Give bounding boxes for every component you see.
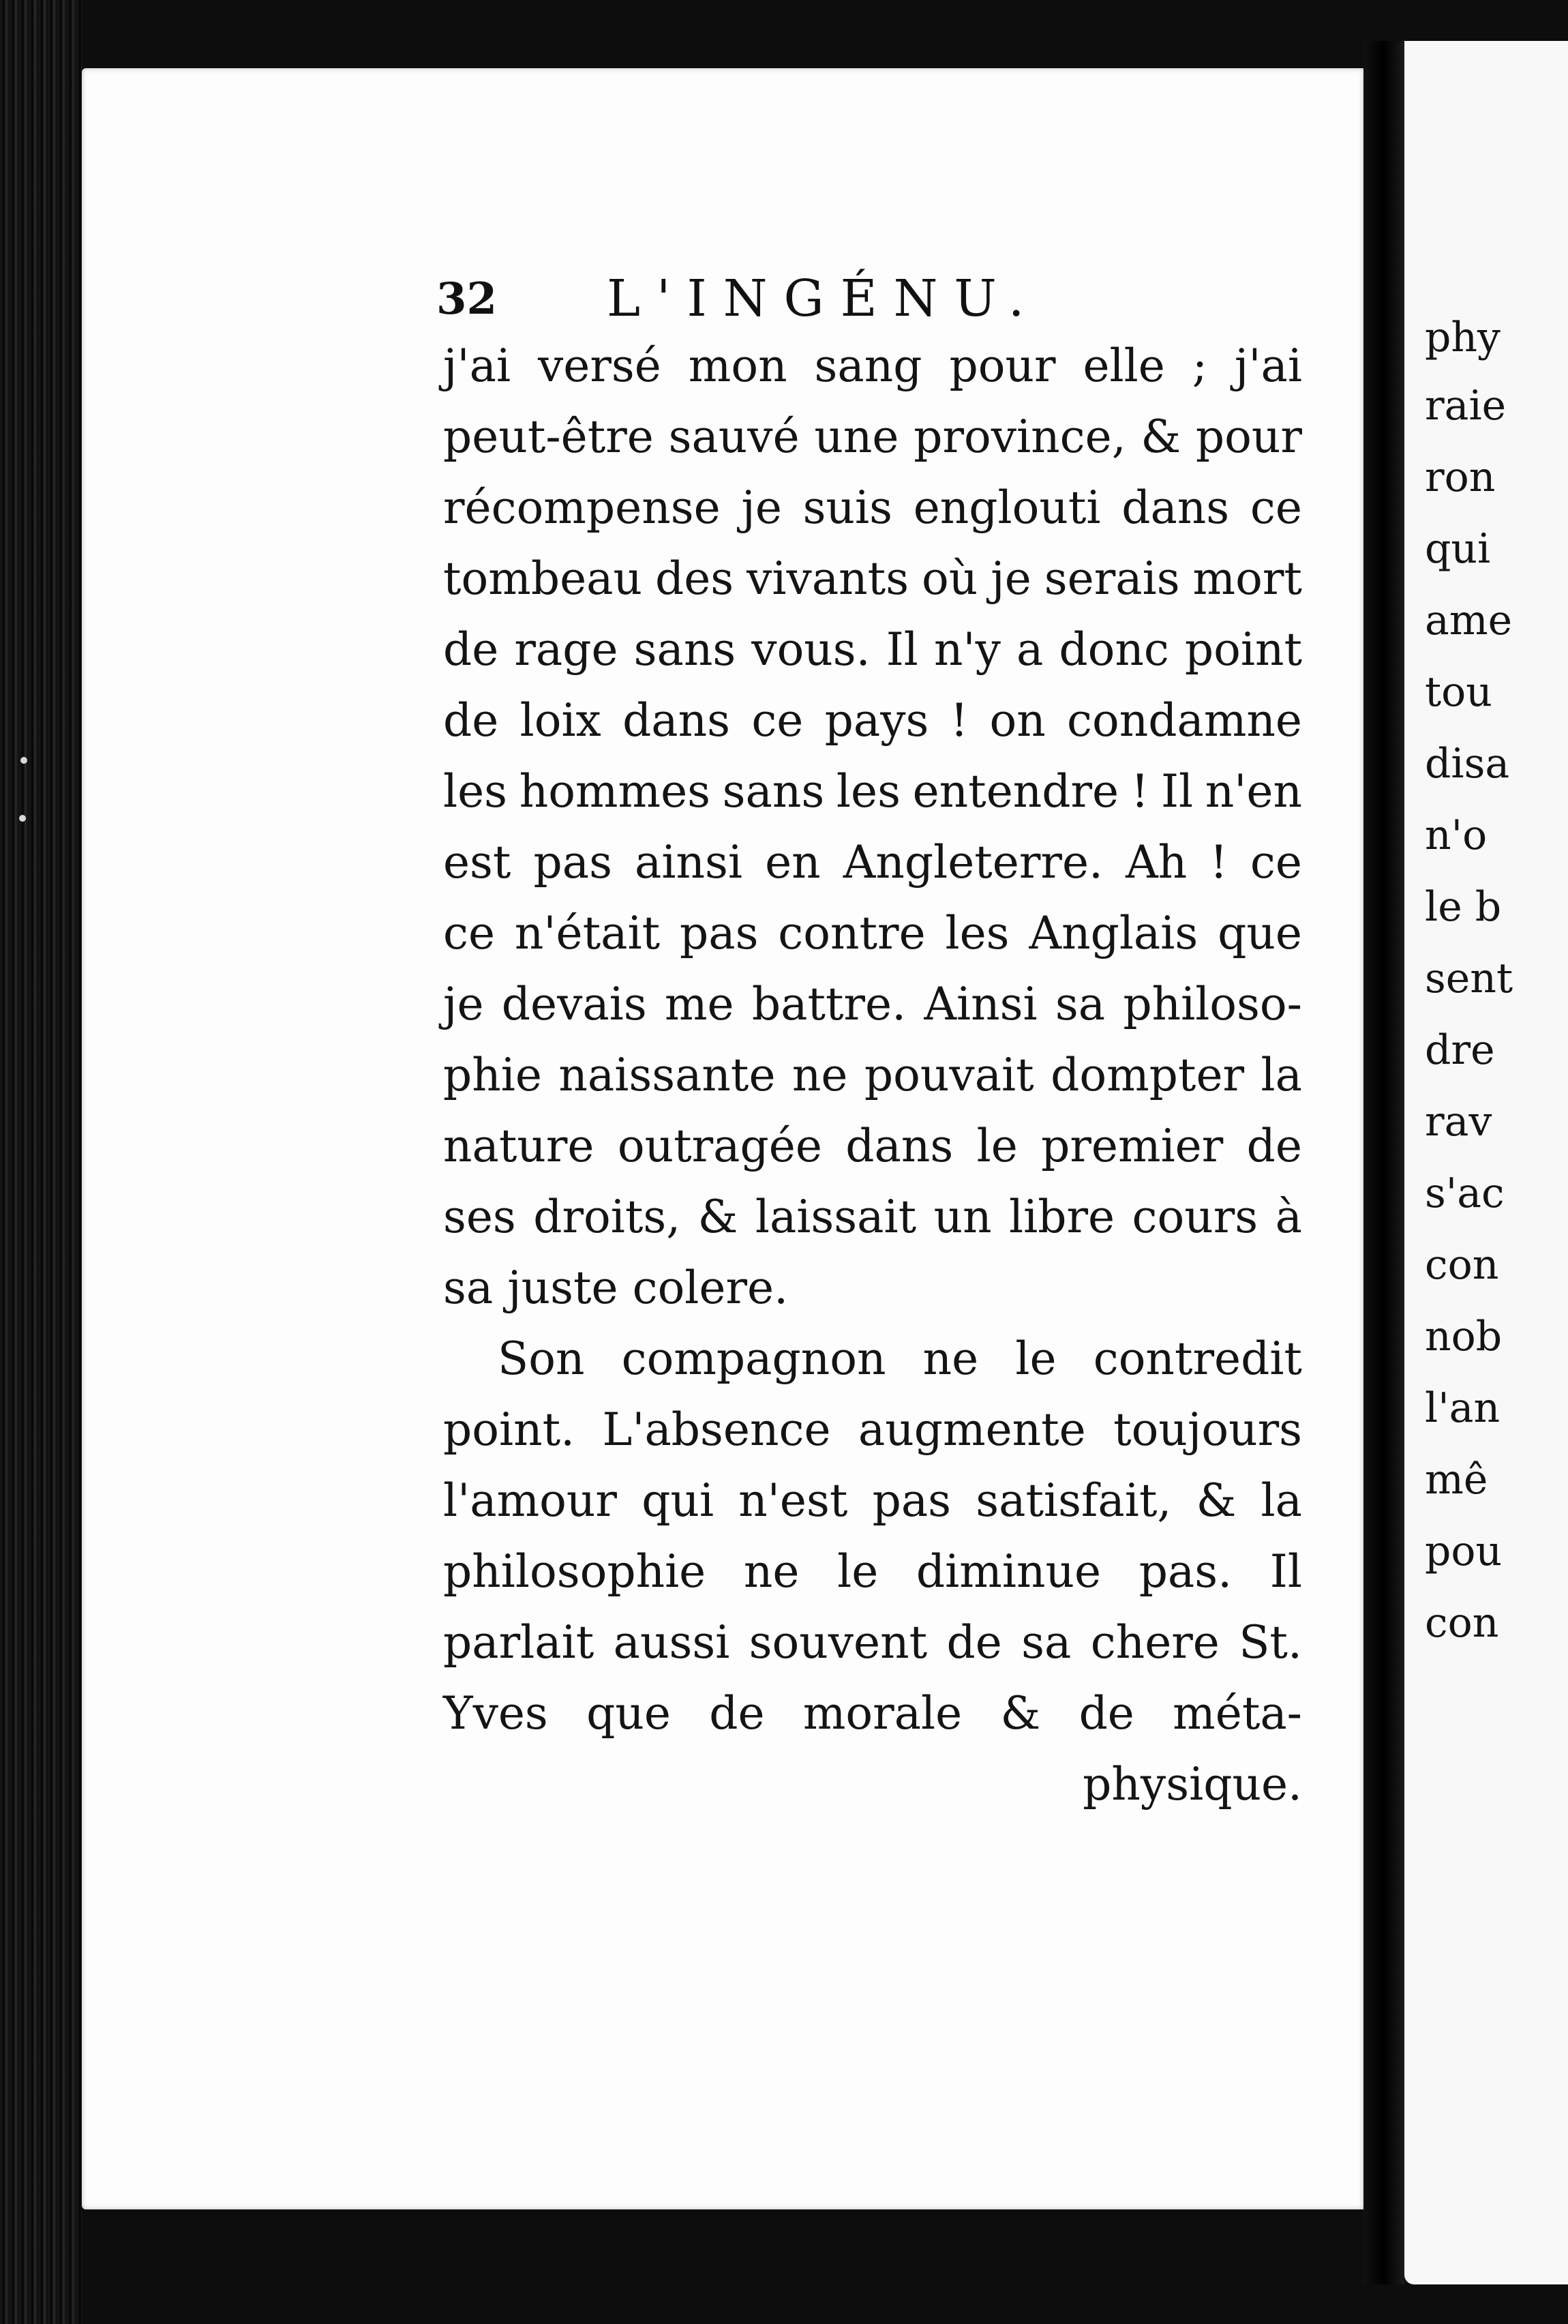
word: méta- xyxy=(1173,1687,1302,1740)
word: ainsi xyxy=(635,836,742,889)
word: entendre xyxy=(912,765,1119,818)
word: ne xyxy=(922,1332,979,1385)
running-title: L'INGÉNU. xyxy=(607,269,1041,328)
word: de xyxy=(946,1616,1002,1669)
word: ; xyxy=(1192,340,1207,392)
word: loix xyxy=(519,694,601,747)
word: contredit xyxy=(1093,1332,1302,1385)
word: vivants xyxy=(747,552,909,605)
facing-page-fragment: con xyxy=(1425,1599,1499,1647)
word: le xyxy=(1015,1332,1057,1385)
word: l'amour xyxy=(443,1474,617,1527)
text-line: physique. xyxy=(1083,1758,1302,1811)
facing-page-fragment: ame xyxy=(1425,597,1513,644)
word: Ah xyxy=(1126,836,1188,889)
word: Il xyxy=(1160,765,1194,818)
word: point xyxy=(1184,623,1302,676)
dust-speck xyxy=(19,815,26,822)
word: dompter xyxy=(1051,1049,1245,1101)
word: récompense xyxy=(443,481,721,534)
word: battre. xyxy=(751,978,907,1030)
word: pays xyxy=(824,694,929,747)
word: ce xyxy=(443,907,496,959)
word: ce xyxy=(1250,481,1302,534)
text-line xyxy=(443,898,1302,969)
word: aussi xyxy=(613,1616,730,1669)
word: ! xyxy=(1130,765,1149,818)
word: versé xyxy=(538,340,661,392)
facing-page-fragment: mê xyxy=(1425,1456,1488,1504)
word: diminue xyxy=(916,1545,1102,1598)
word: compagnon xyxy=(621,1332,886,1385)
word: le xyxy=(837,1545,879,1598)
word: elle xyxy=(1083,340,1165,392)
word: sans xyxy=(633,623,736,676)
facing-page-fragment: qui xyxy=(1425,525,1491,573)
word: suis xyxy=(802,481,892,534)
word: n'était xyxy=(514,907,661,959)
text-line xyxy=(443,1607,1302,1678)
facing-page-fragment: disa xyxy=(1425,740,1510,788)
word: les xyxy=(443,765,508,818)
text-line xyxy=(443,827,1302,898)
word: dans xyxy=(1121,481,1230,534)
word: de xyxy=(709,1687,765,1740)
facing-page-fragment: dre xyxy=(1425,1026,1495,1074)
word: condamne xyxy=(1067,694,1302,747)
running-header xyxy=(436,269,1186,331)
word: vous. xyxy=(751,623,871,676)
word: satisfait, xyxy=(976,1474,1172,1527)
word: n'en xyxy=(1205,765,1302,818)
word: Son xyxy=(498,1332,585,1385)
word: augmente xyxy=(858,1403,1086,1456)
word: chere xyxy=(1090,1616,1220,1669)
facing-page xyxy=(1404,41,1568,2284)
word: une xyxy=(814,411,899,463)
word: sa xyxy=(1021,1616,1072,1669)
word: englouti xyxy=(913,481,1101,534)
word: donc xyxy=(1059,623,1169,676)
facing-page-fragment: pou xyxy=(1425,1528,1503,1575)
word: morale xyxy=(802,1687,963,1740)
word: sang xyxy=(814,340,922,392)
word: philosophie xyxy=(443,1545,706,1598)
text-line: sa juste colere. xyxy=(443,1262,789,1314)
text-line xyxy=(443,1040,1302,1111)
facing-page-fragment: sent xyxy=(1425,955,1513,1002)
word: outragée xyxy=(617,1120,822,1172)
word: j'ai xyxy=(1234,340,1302,392)
word: pas xyxy=(872,1474,952,1527)
book-edge xyxy=(0,0,82,2324)
word: souvent xyxy=(749,1616,928,1669)
word: cours xyxy=(1132,1191,1258,1243)
word: a xyxy=(1016,623,1044,676)
word: L'absence xyxy=(602,1403,831,1456)
text-line xyxy=(443,969,1302,1040)
page-number: 32 xyxy=(436,273,498,325)
word: philoso- xyxy=(1123,978,1302,1030)
word: rage xyxy=(514,623,618,676)
word: que xyxy=(1218,907,1302,959)
word: on xyxy=(989,694,1046,747)
word: mort xyxy=(1192,552,1302,605)
word: & xyxy=(697,1191,738,1243)
word: je xyxy=(443,978,484,1030)
facing-page-fragment: phy xyxy=(1425,314,1501,361)
word: ce xyxy=(1250,836,1302,889)
word: que xyxy=(586,1687,671,1740)
word: premier xyxy=(1041,1120,1224,1172)
word: je xyxy=(991,552,1031,605)
text-line xyxy=(443,473,1302,543)
word: nature xyxy=(443,1120,594,1172)
word: hommes xyxy=(519,765,711,818)
word: est xyxy=(443,836,511,889)
word: ne xyxy=(791,1049,848,1101)
word: droits, xyxy=(533,1191,681,1243)
word: pas xyxy=(679,907,759,959)
word: peut-être xyxy=(443,411,654,463)
word: sa xyxy=(1055,978,1106,1030)
dust-speck xyxy=(20,757,27,764)
word: un xyxy=(933,1191,992,1243)
word: les xyxy=(945,907,1010,959)
word: laissait xyxy=(755,1191,917,1243)
word: devais xyxy=(501,978,647,1030)
word: Anglais xyxy=(1029,907,1198,959)
text-line xyxy=(443,1465,1302,1536)
word: le xyxy=(976,1120,1018,1172)
word: n'y xyxy=(933,623,1001,676)
facing-page-fragment: l'an xyxy=(1425,1384,1501,1432)
word: me xyxy=(664,978,734,1030)
word: pour xyxy=(949,340,1056,392)
word: naissante xyxy=(558,1049,776,1101)
text-line xyxy=(443,543,1302,614)
word: St. xyxy=(1239,1616,1302,1669)
word: de xyxy=(443,694,499,747)
facing-page-fragment: n'o xyxy=(1425,811,1488,859)
book-gutter xyxy=(1363,41,1404,2284)
word: & xyxy=(1000,1687,1041,1740)
word: pour xyxy=(1195,411,1302,463)
word: toujours xyxy=(1113,1403,1302,1456)
word: dans xyxy=(845,1120,954,1172)
word: libre xyxy=(1009,1191,1115,1243)
word: pas. xyxy=(1139,1545,1233,1598)
text-line xyxy=(443,756,1302,827)
word: Ainsi xyxy=(924,978,1038,1030)
text-line xyxy=(443,1111,1302,1182)
word: sans xyxy=(722,765,825,818)
facing-page-fragment: tou xyxy=(1425,668,1492,716)
word: Angleterre. xyxy=(843,836,1104,889)
text-line xyxy=(443,1182,1302,1253)
word: ! xyxy=(1209,836,1228,889)
body-text xyxy=(443,331,1302,1820)
word: de xyxy=(1246,1120,1302,1172)
facing-page-fragment: le b xyxy=(1425,883,1502,931)
word: des xyxy=(654,552,734,605)
word: les xyxy=(836,765,901,818)
word: de xyxy=(443,623,499,676)
word: où xyxy=(922,552,978,605)
word: & xyxy=(1141,411,1181,463)
word: de xyxy=(1079,1687,1134,1740)
word: point. xyxy=(443,1403,575,1456)
word: & xyxy=(1196,1474,1237,1527)
facing-page-fragment: rav xyxy=(1425,1098,1492,1146)
word: Il xyxy=(886,623,918,676)
word: n'est xyxy=(738,1474,848,1527)
paragraph-start-line xyxy=(443,1324,1302,1395)
facing-page-fragment: s'ac xyxy=(1425,1170,1505,1217)
word: ses xyxy=(443,1191,516,1243)
word: la xyxy=(1261,1474,1302,1527)
word: parlait xyxy=(443,1616,594,1669)
facing-page-fragment: ron xyxy=(1425,453,1496,501)
word: je xyxy=(741,481,782,534)
text-line xyxy=(443,1678,1302,1749)
word: sauvé xyxy=(668,411,800,463)
facing-page-fragment: nob xyxy=(1425,1313,1503,1360)
word: la xyxy=(1261,1049,1302,1101)
word: Il xyxy=(1269,1545,1302,1598)
text-line xyxy=(443,1395,1302,1465)
word: j'ai xyxy=(443,340,511,392)
facing-page-fragment: raie xyxy=(1425,382,1507,430)
word: tombeau xyxy=(443,552,643,605)
facing-page-fragment: con xyxy=(1425,1241,1499,1289)
word: province, xyxy=(914,411,1126,463)
text-line xyxy=(443,1536,1302,1607)
word: contre xyxy=(778,907,926,959)
word: mon xyxy=(688,340,787,392)
word: ne xyxy=(743,1545,800,1598)
word: pas xyxy=(533,836,612,889)
text-line xyxy=(443,331,1302,402)
word: pouvait xyxy=(864,1049,1034,1101)
word: dans xyxy=(622,694,731,747)
text-line xyxy=(443,614,1302,685)
text-line xyxy=(443,685,1302,756)
word: serais xyxy=(1044,552,1180,605)
word: Yves xyxy=(443,1687,548,1740)
word: ce xyxy=(751,694,804,747)
word: ! xyxy=(950,694,969,747)
word: à xyxy=(1275,1191,1302,1243)
word: phie xyxy=(443,1049,542,1101)
word: en xyxy=(765,836,821,889)
text-line xyxy=(443,402,1302,473)
word: qui xyxy=(642,1474,714,1527)
